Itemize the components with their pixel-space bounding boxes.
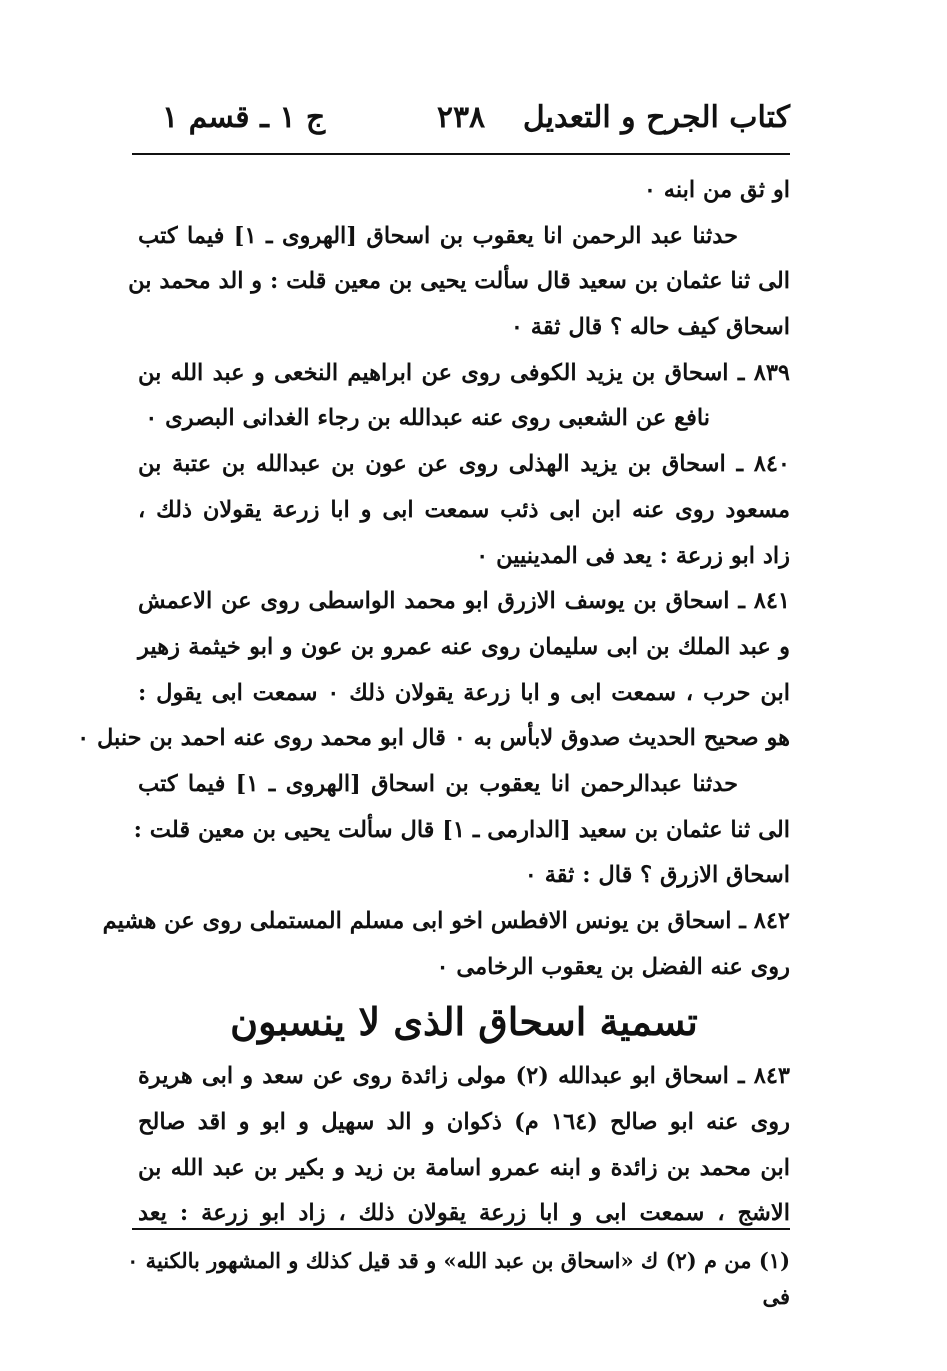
footnote-rule (132, 1228, 790, 1230)
text-line: اسحاق الازرق ؟ قال : ثقة ٠ (524, 862, 790, 889)
entry-843: ٨٤٣ ـ اسحاق ابو عبدالله (٢) مولى زائدة روى عن سعد و ابى هريرة (138, 1063, 790, 1090)
text-line: نافع عن الشعبى روى عنه عبدالله بن رجاء الغدانى البصرى ٠ (145, 405, 710, 432)
text-line: ابن محمد بن زائدة و ابنه عمرو اسامة بن زيد و بكير بن عبد الله بن (138, 1154, 790, 1181)
footnotes (127, 1243, 790, 1315)
text-line: اسحاق كيف حاله ؟ قال ثقة ٠ (510, 314, 790, 341)
catchword: فى (762, 1284, 790, 1309)
text-line: الاشج ، سمعت ابى و ابا زرعة يقولان ذلك ، زاد ابو زرعة : يعد (138, 1200, 790, 1227)
running-title: كتاب الجرح و التعديل (522, 100, 790, 135)
page-number: ٢٣٨ (436, 100, 486, 135)
text-line: حدثنا عبدالرحمن انا يعقوب بن اسحاق [الهروى ـ ١] فيما كتب (138, 770, 738, 797)
text-line: ابن حرب ، سمعت ابى و ابا زرعة يقولان ذلك ٠ سمعت ابى يقول : (138, 679, 790, 706)
text-line: روى عنه ابو صالح (١٦٤ م) ذكوان و الد سهيل و ابو و اقد صالح (138, 1109, 790, 1136)
text-line: هو صحيح الحديث صدوق لابأس به ٠ قال ابو محمد روى عنه احمد بن حنبل ٠ (77, 725, 790, 752)
text-line: الى ثنا عثمان بن سعيد [الدارمى ـ ١] قال سألت يحيى بن معين قلت : (133, 816, 790, 843)
text-line: مسعود روى عنه ابن ابى ذئب سمعت ابى و ابا زرعة يقولان ذلك ، (138, 496, 790, 523)
footnote-line: (١) من م (٢) ك «اسحاق بن عبد الله» و قد قيل كذلك و المشهور بالكنية ٠ (127, 1248, 790, 1273)
text-line: و عبد الملك بن ابى سليمان روى عنه عمرو بن عون و ابو خيثمة زهير (138, 633, 790, 660)
entry-842: ٨٤٢ ـ اسحاق بن يونس الافطس اخو ابى مسلم المستملى روى عن هشيم (102, 908, 790, 934)
text-line: الى ثنا عثمان بن سعيد قال سألت يحيى بن معين قلت : و الد محمد بن (128, 268, 790, 295)
header-rule (132, 153, 790, 155)
section-heading: تسمية اسحاق الذى لا ينسبون (230, 999, 698, 1045)
entry-840: ٨٤٠ ـ اسحاق بن يزيد الهذلى روى عن عون بن عبدالله بن عتبة بن (138, 451, 790, 478)
volume-label: ج ١ ـ قسم ١ (162, 100, 326, 135)
text-line: حدثنا عبد الرحمن انا يعقوب بن اسحاق [الهروى ـ ١] فيما كتب (138, 222, 738, 249)
text-line: زاد ابو زرعة : يعد فى المدينيين ٠ (476, 542, 790, 569)
entry-841: ٨٤١ ـ اسحاق بن يوسف الازرق ابو محمد الواسطى روى عن الاعمش (138, 588, 790, 615)
page-header (132, 100, 790, 150)
main-text (77, 168, 790, 1237)
text-line: او ثق من ابنه ٠ (643, 177, 790, 203)
entry-839: ٨٣٩ ـ اسحاق بن يزيد الكوفى روى عن ابراهيم النخعى و عبد الله بن (138, 359, 790, 386)
text-line: روى عنه الفضل بن يعقوب الرخامى ٠ (436, 953, 790, 980)
